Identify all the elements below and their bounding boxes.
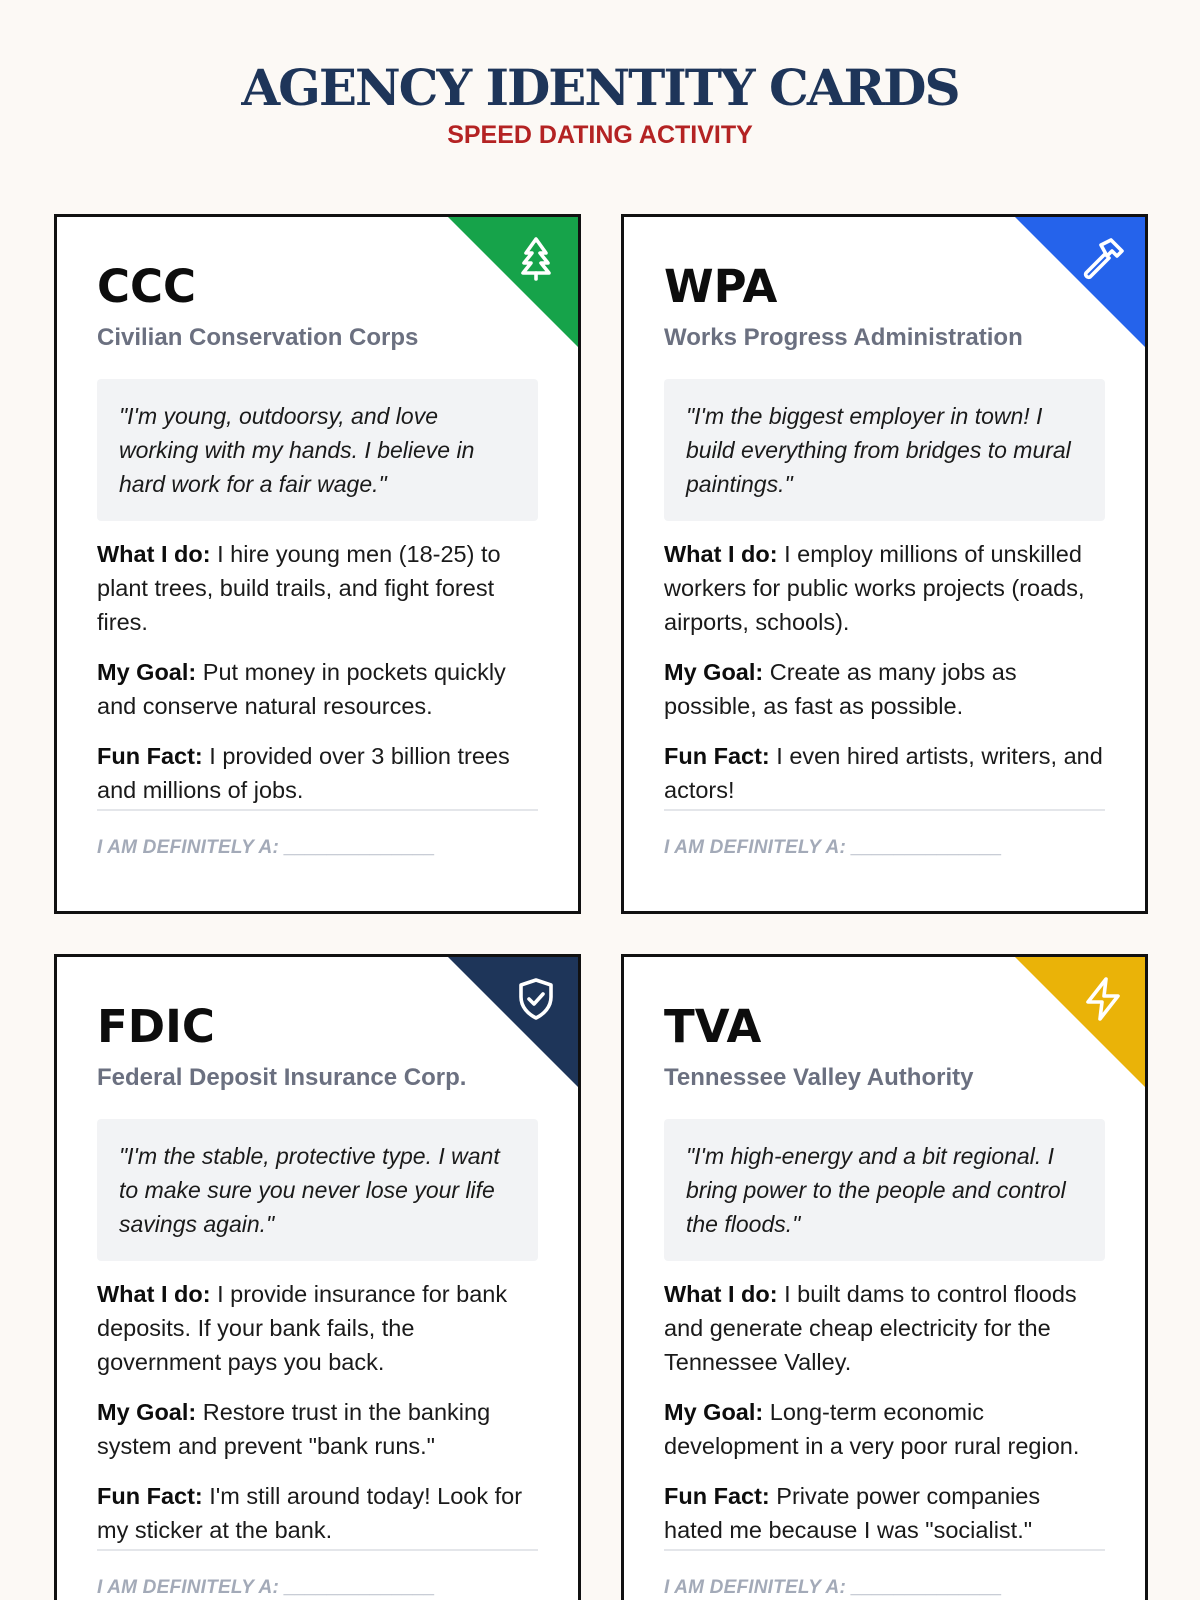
divider: [97, 1549, 538, 1551]
lightning-icon: [1079, 975, 1127, 1023]
fun-fact: [664, 739, 1105, 807]
what-i-do: [97, 1277, 538, 1379]
divider: [97, 809, 538, 811]
fun-fact-text: I even hired artists, writers, and actors!: [664, 743, 1103, 803]
agency-quote: "I'm the stable, protective type. I want to make sure you never lose your life savings again.": [97, 1119, 538, 1261]
my-goal-text: Long-term economic development in a very poor rural region.: [664, 1399, 1080, 1459]
my-goal-label: My Goal:: [664, 659, 764, 685]
what-i-do-text: I employ millions of unskilled workers for public works projects (roads, airports, schools).: [664, 541, 1085, 635]
what-i-do: [664, 1277, 1105, 1379]
what-i-do-label: What I do:: [664, 1281, 778, 1307]
divider: [664, 809, 1105, 811]
my-goal: [664, 1395, 1105, 1463]
my-goal-label: My Goal:: [664, 1399, 764, 1425]
fun-fact: [97, 739, 538, 807]
agency-quote: "I'm high-energy and a bit regional. I bring power to the people and control the floods.": [664, 1119, 1105, 1261]
verdict-line: I AM DEFINITELY A: ______________: [664, 837, 1003, 858]
what-i-do-text: I hire young men (18-25) to plant trees, build trails, and fight forest fires.: [97, 541, 501, 635]
agency-full-name: Federal Deposit Insurance Corp.: [97, 1064, 467, 1091]
fun-fact-label: Fun Fact:: [97, 1483, 203, 1509]
what-i-do-label: What I do:: [97, 1281, 211, 1307]
page-header: [0, 0, 1200, 214]
fun-fact-text: I'm still around today! Look for my sticker at the bank.: [97, 1483, 523, 1543]
verdict-line: I AM DEFINITELY A: ______________: [97, 1577, 436, 1598]
agency-card-tva: [621, 954, 1148, 1600]
fun-fact-label: Fun Fact:: [664, 1483, 770, 1509]
agency-acronym: CCC: [97, 260, 197, 313]
shield-check-icon: [512, 975, 560, 1023]
fun-fact-label: Fun Fact:: [664, 743, 770, 769]
fun-fact: [97, 1479, 538, 1547]
my-goal-text: Put money in pockets quickly and conserve natural resources.: [97, 659, 506, 719]
what-i-do-label: What I do:: [664, 541, 778, 567]
agency-quote: "I'm young, outdoorsy, and love working with my hands. I believe in hard work for a fair wage.": [97, 379, 538, 521]
my-goal-label: My Goal:: [97, 1399, 197, 1425]
fun-fact-text: Private power companies hated me because I was "socialist.": [664, 1483, 1041, 1543]
agency-quote: "I'm the biggest employer in town! I build everything from bridges to mural paintings.": [664, 379, 1105, 521]
what-i-do-label: What I do:: [97, 541, 211, 567]
what-i-do: [664, 537, 1105, 639]
agency-full-name: Works Progress Administration: [664, 324, 1023, 351]
my-goal: [664, 655, 1105, 723]
page-title: AGENCY IDENTITY CARDS: [241, 58, 959, 117]
verdict-line: I AM DEFINITELY A: ______________: [664, 1577, 1003, 1598]
fun-fact: [664, 1479, 1105, 1547]
agency-card-ccc: [54, 214, 581, 914]
fun-fact-text: I provided over 3 billion trees and millions of jobs.: [97, 743, 510, 803]
agency-card-wpa: [621, 214, 1148, 914]
my-goal-text: Restore trust in the banking system and prevent "bank runs.": [97, 1399, 491, 1459]
agency-acronym: FDIC: [97, 1000, 215, 1053]
my-goal-label: My Goal:: [97, 659, 197, 685]
page-subtitle: SPEED DATING ACTIVITY: [447, 121, 753, 149]
agency-acronym: TVA: [664, 1000, 762, 1053]
fun-fact-label: Fun Fact:: [97, 743, 203, 769]
agency-card-fdic: [54, 954, 581, 1600]
hammer-icon: [1079, 235, 1127, 283]
agency-full-name: Tennessee Valley Authority: [664, 1064, 974, 1091]
tree-icon: [512, 235, 560, 283]
card-grid: [54, 214, 1148, 1600]
agency-acronym: WPA: [664, 260, 778, 313]
what-i-do-text: I provide insurance for bank deposits. If your bank fails, the government pays you back.: [97, 1281, 508, 1375]
my-goal: [97, 1395, 538, 1463]
what-i-do: [97, 537, 538, 639]
verdict-line: I AM DEFINITELY A: ______________: [97, 837, 436, 858]
my-goal-text: Create as many jobs as possible, as fast as possible.: [664, 659, 1017, 719]
my-goal: [97, 655, 538, 723]
divider: [664, 1549, 1105, 1551]
what-i-do-text: I built dams to control floods and generate cheap electricity for the Tennessee Valley.: [664, 1281, 1077, 1375]
agency-full-name: Civilian Conservation Corps: [97, 324, 419, 351]
